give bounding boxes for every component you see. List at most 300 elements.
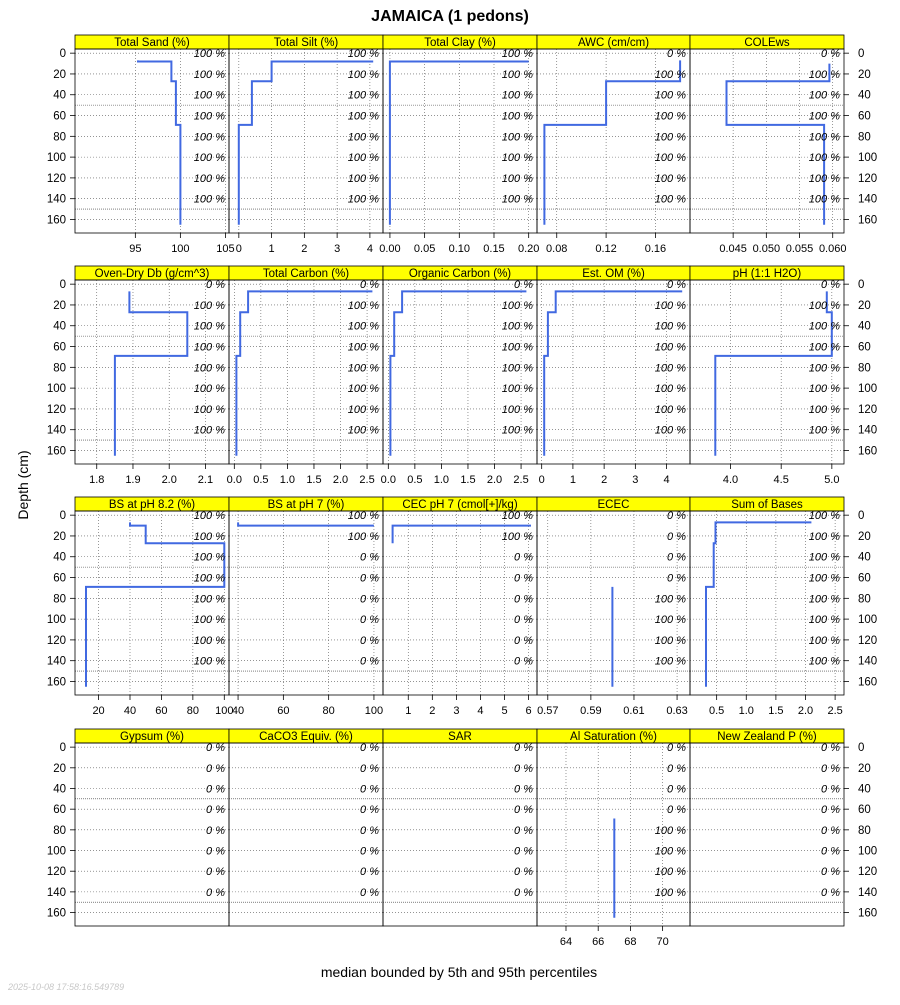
panel — [229, 35, 383, 255]
x-tick-label: 1.9 — [125, 474, 141, 486]
y-tick-label: 80 — [858, 131, 871, 144]
y-tick-label: 100 — [46, 383, 66, 396]
x-tick-label: 4 — [366, 243, 373, 255]
panel-title: Gypsum (%) — [120, 731, 184, 743]
y-tick-label: 20 — [53, 68, 66, 81]
y-tick-label: 120 — [46, 866, 66, 879]
pct-label: 0 % — [360, 634, 379, 647]
pct-label: 100 % — [808, 172, 840, 185]
pct-label: 100 % — [808, 383, 840, 396]
pct-label: 100 % — [193, 341, 225, 354]
panel — [537, 35, 690, 255]
pct-label: 0 % — [667, 279, 686, 292]
y-tick-label: 60 — [858, 341, 871, 354]
y-tick-label: 40 — [858, 89, 871, 102]
x-tick-label: 0.05 — [413, 243, 436, 255]
pct-label: 100 % — [654, 341, 686, 354]
x-tick-label: 80 — [322, 705, 335, 717]
y-tick-label: 40 — [53, 551, 66, 564]
x-tick-label: 70 — [656, 936, 669, 948]
x-tick-label: 2.0 — [486, 474, 503, 486]
y-tick-label: 160 — [858, 907, 878, 920]
pct-label: 100 % — [501, 131, 533, 144]
pct-label: 0 % — [360, 866, 379, 879]
y-tick-label: 20 — [858, 68, 871, 81]
y-tick-label: 0 — [858, 510, 865, 523]
x-tick-label: 1.0 — [279, 474, 296, 486]
pct-label: 100 % — [193, 614, 225, 627]
pct-label: 100 % — [193, 530, 225, 543]
pct-label: 0 % — [667, 551, 686, 564]
pct-label: 100 % — [654, 172, 686, 185]
pct-label: 0 % — [821, 783, 840, 796]
x-tick-label: 1.8 — [89, 474, 105, 486]
pct-label: 100 % — [654, 845, 686, 858]
pct-label: 100 % — [654, 614, 686, 627]
y-tick-label: 0 — [59, 742, 66, 755]
x-tick-label: 100 — [171, 243, 190, 255]
panel-title: Organic Carbon (%) — [408, 268, 512, 280]
pct-label: 0 % — [514, 845, 533, 858]
x-tick-label: 100 — [215, 705, 234, 717]
pct-label: 100 % — [654, 424, 686, 437]
y-tick-label: 0 — [858, 279, 865, 292]
y-tick-label: 80 — [53, 131, 66, 144]
pct-label: 100 % — [347, 403, 379, 416]
y-tick-label: 140 — [858, 193, 878, 206]
y-tick-label: 60 — [53, 110, 66, 123]
panel-title: Oven-Dry Db (g/cm^3) — [94, 268, 210, 280]
panel — [47, 35, 235, 255]
y-tick-label: 160 — [46, 445, 66, 458]
x-tick-label: 20 — [92, 705, 105, 717]
pct-label: 100 % — [347, 341, 379, 354]
x-tick-label: 1.0 — [433, 474, 450, 486]
pct-label: 100 % — [808, 320, 840, 333]
panel — [537, 729, 690, 948]
x-tick-label: 0.61 — [623, 705, 645, 717]
x-tick-label: 2.0 — [332, 474, 349, 486]
y-tick-label: 120 — [858, 403, 878, 416]
pct-label: 100 % — [654, 131, 686, 144]
y-tick-label: 0 — [59, 48, 66, 61]
pct-label: 100 % — [808, 131, 840, 144]
y-tick-label: 80 — [53, 362, 66, 375]
y-tick-label: 140 — [858, 886, 878, 899]
pct-label: 0 % — [667, 48, 686, 61]
pct-label: 100 % — [654, 320, 686, 333]
y-tick-label: 140 — [46, 193, 66, 206]
y-tick-label: 60 — [53, 341, 66, 354]
pct-label: 100 % — [501, 193, 533, 206]
median-line — [706, 522, 811, 686]
y-tick-label: 60 — [858, 110, 871, 123]
pct-label: 0 % — [360, 593, 379, 606]
pct-label: 100 % — [654, 68, 686, 81]
y-tick-label: 100 — [46, 845, 66, 858]
pct-label: 0 % — [821, 762, 840, 775]
y-tick-label: 40 — [858, 320, 871, 333]
pct-label: 0 % — [667, 804, 686, 817]
panel-title: Total Silt (%) — [273, 37, 339, 49]
panel-title: Total Clay (%) — [424, 37, 496, 49]
pct-label: 0 % — [821, 48, 840, 61]
pct-label: 0 % — [206, 824, 225, 837]
pct-label: 100 % — [654, 593, 686, 606]
y-tick-label: 100 — [858, 614, 878, 627]
y-tick-label: 140 — [46, 424, 66, 437]
pct-label: 0 % — [514, 866, 533, 879]
x-tick-label: 0.08 — [546, 243, 568, 255]
pct-label: 100 % — [193, 131, 225, 144]
pct-label: 100 % — [193, 403, 225, 416]
pct-label: 100 % — [808, 110, 840, 123]
x-tick-label: 40 — [123, 705, 137, 717]
panel — [383, 729, 537, 926]
panel-title: CEC pH 7 (cmol[+]/kg) — [402, 499, 518, 511]
panel — [47, 266, 229, 486]
pct-label: 100 % — [654, 299, 686, 312]
pct-label: 100 % — [654, 655, 686, 668]
x-tick-label: 2.5 — [513, 474, 529, 486]
pct-label: 100 % — [808, 551, 840, 564]
pct-label: 100 % — [193, 68, 225, 81]
pct-label: 100 % — [193, 89, 225, 102]
panel — [227, 266, 383, 486]
y-tick-label: 20 — [858, 762, 871, 775]
pct-label: 0 % — [514, 614, 533, 627]
pct-label: 0 % — [360, 742, 379, 755]
y-tick-label: 20 — [858, 299, 871, 312]
pct-label: 0 % — [360, 551, 379, 564]
pct-label: 100 % — [808, 341, 840, 354]
y-tick-label: 40 — [53, 89, 66, 102]
pct-label: 100 % — [193, 320, 225, 333]
pct-label: 0 % — [821, 866, 840, 879]
pct-label: 100 % — [501, 89, 533, 102]
pct-label: 100 % — [347, 424, 379, 437]
x-tick-label: 0.045 — [719, 243, 747, 255]
y-tick-label: 40 — [53, 320, 66, 333]
pct-label: 100 % — [347, 530, 379, 543]
pct-label: 0 % — [360, 572, 379, 585]
pct-label: 100 % — [347, 510, 379, 523]
pct-label: 0 % — [360, 804, 379, 817]
pct-label: 0 % — [821, 886, 840, 899]
y-tick-label: 0 — [858, 48, 865, 61]
pct-label: 100 % — [808, 152, 840, 165]
x-tick-label: 105 — [216, 243, 235, 255]
panel-title: BS at pH 7 (%) — [267, 499, 345, 511]
panel-title: Total Carbon (%) — [262, 268, 350, 280]
pct-label: 100 % — [193, 424, 225, 437]
pct-label: 0 % — [206, 804, 225, 817]
x-tick-label: 0.050 — [752, 243, 781, 255]
y-tick-label: 120 — [858, 634, 878, 647]
y-tick-label: 100 — [858, 383, 878, 396]
panel — [690, 729, 877, 926]
y-tick-label: 80 — [53, 824, 66, 837]
pct-label: 100 % — [808, 530, 840, 543]
pct-label: 0 % — [514, 824, 533, 837]
pct-label: 0 % — [514, 742, 533, 755]
pct-label: 0 % — [514, 783, 533, 796]
y-tick-label: 120 — [46, 403, 66, 416]
pct-label: 100 % — [808, 299, 840, 312]
pct-label: 100 % — [193, 551, 225, 564]
panel-title: BS at pH 8.2 (%) — [108, 499, 196, 511]
x-tick-label: 2.5 — [359, 474, 375, 486]
pct-label: 100 % — [193, 172, 225, 185]
x-tick-label: 3 — [632, 474, 639, 486]
pct-label: 100 % — [501, 362, 533, 375]
panel — [690, 35, 877, 255]
pct-label: 0 % — [514, 572, 533, 585]
pct-label: 100 % — [193, 634, 225, 647]
pct-label: 100 % — [654, 362, 686, 375]
x-tick-label: 0.5 — [253, 474, 269, 486]
pct-label: 100 % — [654, 383, 686, 396]
pct-label: 100 % — [193, 510, 225, 523]
x-tick-label: 2.5 — [827, 705, 843, 717]
pct-label: 0 % — [821, 742, 840, 755]
median-line — [238, 522, 374, 525]
pct-label: 100 % — [808, 593, 840, 606]
y-tick-label: 120 — [46, 172, 66, 185]
x-tick-label: 1 — [405, 705, 412, 717]
pct-label: 100 % — [808, 424, 840, 437]
pct-label: 100 % — [347, 320, 379, 333]
x-tick-label: 0.63 — [666, 705, 688, 717]
pct-label: 0 % — [206, 845, 225, 858]
x-tick-label: 0 — [538, 474, 545, 486]
pct-label: 0 % — [514, 634, 533, 647]
pct-label: 100 % — [347, 193, 379, 206]
y-tick-label: 20 — [53, 299, 66, 312]
x-tick-label: 5 — [501, 705, 508, 717]
pct-label: 100 % — [501, 152, 533, 165]
pct-label: 0 % — [360, 762, 379, 775]
x-tick-label: 100 — [364, 705, 384, 717]
y-tick-label: 100 — [858, 845, 878, 858]
pct-label: 100 % — [501, 530, 533, 543]
pct-label: 0 % — [514, 655, 533, 668]
pct-label: 100 % — [501, 48, 533, 61]
pct-label: 100 % — [808, 193, 840, 206]
pct-label: 100 % — [347, 131, 379, 144]
x-tick-label: 0.59 — [580, 705, 602, 717]
x-tick-label: 64 — [559, 936, 573, 948]
x-tick-label: 2 — [601, 474, 608, 486]
median-line — [138, 60, 180, 224]
x-tick-label: 0.15 — [483, 243, 505, 255]
panel-title: COLEws — [744, 37, 790, 49]
x-tick-label: 1.5 — [306, 474, 322, 486]
pct-label: 0 % — [514, 551, 533, 564]
x-tick-label: 80 — [186, 705, 199, 717]
pct-label: 100 % — [347, 172, 379, 185]
pct-label: 100 % — [501, 320, 533, 333]
pct-label: 100 % — [501, 68, 533, 81]
x-tick-label: 4 — [663, 474, 670, 486]
y-tick-label: 60 — [858, 572, 871, 585]
pct-label: 100 % — [347, 152, 379, 165]
x-tick-label: 4.5 — [773, 474, 789, 486]
panel — [47, 729, 229, 926]
x-tick-label: 1.0 — [738, 705, 754, 717]
x-tick-label: 0 — [235, 243, 242, 255]
panel-title: Sum of Bases — [731, 499, 803, 511]
x-tick-label: 4 — [477, 705, 484, 717]
x-axis-label: median bounded by 5th and 95th percentiles — [320, 964, 598, 980]
pct-label: 0 % — [514, 804, 533, 817]
y-tick-label: 160 — [46, 907, 66, 920]
pct-label: 100 % — [501, 172, 533, 185]
pct-label: 100 % — [501, 403, 533, 416]
pct-label: 100 % — [501, 341, 533, 354]
timestamp: 2025-10-08 17:58:16.549789 — [8, 982, 125, 992]
panel-title: pH (1:1 H2O) — [732, 268, 802, 280]
pct-label: 100 % — [501, 424, 533, 437]
y-tick-label: 80 — [53, 593, 66, 606]
y-tick-label: 60 — [53, 572, 66, 585]
pct-label: 0 % — [360, 614, 379, 627]
pct-label: 0 % — [206, 886, 225, 899]
pct-label: 0 % — [360, 279, 379, 292]
pct-label: 0 % — [667, 510, 686, 523]
x-tick-label: 60 — [277, 705, 290, 717]
y-tick-label: 80 — [858, 593, 871, 606]
pct-label: 100 % — [808, 572, 840, 585]
y-tick-label: 100 — [858, 152, 878, 165]
pct-label: 0 % — [206, 762, 225, 775]
pct-label: 100 % — [193, 362, 225, 375]
pct-label: 0 % — [206, 866, 225, 879]
pct-label: 100 % — [193, 655, 225, 668]
y-tick-label: 140 — [858, 655, 878, 668]
pct-label: 100 % — [193, 152, 225, 165]
pct-label: 100 % — [654, 886, 686, 899]
y-tick-label: 60 — [53, 804, 66, 817]
panel — [229, 497, 383, 717]
pct-label: 100 % — [654, 89, 686, 102]
pct-label: 100 % — [501, 383, 533, 396]
pct-label: 0 % — [360, 824, 379, 837]
pct-label: 0 % — [821, 804, 840, 817]
panel — [690, 497, 877, 717]
x-tick-label: 0.5 — [709, 705, 725, 717]
x-tick-label: 1.5 — [460, 474, 476, 486]
pct-label: 100 % — [808, 68, 840, 81]
panel — [47, 497, 234, 717]
pct-label: 100 % — [193, 48, 225, 61]
pct-label: 0 % — [667, 742, 686, 755]
y-tick-label: 80 — [858, 362, 871, 375]
x-tick-label: 1.5 — [768, 705, 784, 717]
panel — [381, 266, 537, 486]
x-tick-label: 5.0 — [824, 474, 840, 486]
pct-label: 100 % — [654, 824, 686, 837]
panel-title: AWC (cm/cm) — [577, 37, 650, 49]
panel-title: Total Sand (%) — [114, 37, 190, 49]
y-tick-label: 0 — [59, 510, 66, 523]
x-tick-label: 6 — [525, 705, 532, 717]
pct-label: 100 % — [654, 634, 686, 647]
pct-label: 100 % — [501, 110, 533, 123]
x-tick-label: 68 — [624, 936, 637, 948]
panel — [229, 729, 383, 926]
pct-label: 0 % — [667, 762, 686, 775]
x-tick-label: 4.0 — [722, 474, 739, 486]
pct-label: 0 % — [514, 886, 533, 899]
panel-title: Est. OM (%) — [582, 268, 645, 280]
x-tick-label: 2 — [429, 705, 436, 717]
x-tick-label: 0.20 — [517, 243, 540, 255]
x-tick-label: 0.0 — [380, 474, 396, 486]
x-tick-label: 66 — [592, 936, 605, 948]
pct-label: 0 % — [821, 279, 840, 292]
pct-label: 100 % — [193, 593, 225, 606]
median-line — [115, 291, 187, 455]
y-tick-label: 120 — [858, 866, 878, 879]
pct-label: 100 % — [347, 383, 379, 396]
panel-title: CaCO3 Equiv. (%) — [259, 731, 353, 743]
pct-label: 0 % — [514, 593, 533, 606]
pct-label: 100 % — [808, 510, 840, 523]
x-tick-label: 2.1 — [197, 474, 214, 486]
pct-label: 100 % — [193, 383, 225, 396]
y-tick-label: 140 — [46, 655, 66, 668]
y-tick-label: 80 — [858, 824, 871, 837]
panel — [690, 266, 877, 486]
pct-label: 0 % — [514, 279, 533, 292]
pct-label: 100 % — [501, 299, 533, 312]
y-tick-label: 0 — [858, 742, 865, 755]
pct-label: 100 % — [808, 614, 840, 627]
pct-label: 0 % — [206, 742, 225, 755]
chart-title: JAMAICA (1 pedons) — [371, 8, 529, 25]
x-tick-label: 0.16 — [644, 243, 667, 255]
x-tick-label: 0.5 — [407, 474, 423, 486]
pct-label: 100 % — [347, 362, 379, 375]
panel-title: SAR — [448, 731, 472, 743]
panel — [537, 266, 690, 486]
y-tick-label: 20 — [858, 530, 871, 543]
x-tick-label: 2.0 — [797, 705, 814, 717]
pct-label: 100 % — [193, 110, 225, 123]
x-tick-label: 2 — [301, 243, 308, 255]
pct-label: 100 % — [501, 510, 533, 523]
pct-label: 0 % — [821, 845, 840, 858]
pct-label: 100 % — [347, 68, 379, 81]
x-tick-label: 0.0 — [226, 474, 242, 486]
x-tick-label: 1 — [268, 243, 275, 255]
y-axis-label: Depth (cm) — [15, 450, 31, 520]
pct-label: 100 % — [808, 362, 840, 375]
pct-label: 100 % — [347, 110, 379, 123]
panel — [379, 35, 539, 255]
x-tick-label: 0.00 — [379, 243, 401, 255]
pct-label: 0 % — [667, 572, 686, 585]
panel — [537, 497, 690, 717]
y-tick-label: 120 — [858, 172, 878, 185]
pct-label: 100 % — [654, 866, 686, 879]
y-tick-label: 60 — [858, 804, 871, 817]
pct-label: 0 % — [821, 824, 840, 837]
pct-label: 100 % — [193, 193, 225, 206]
pct-label: 0 % — [514, 762, 533, 775]
y-tick-label: 20 — [53, 762, 66, 775]
